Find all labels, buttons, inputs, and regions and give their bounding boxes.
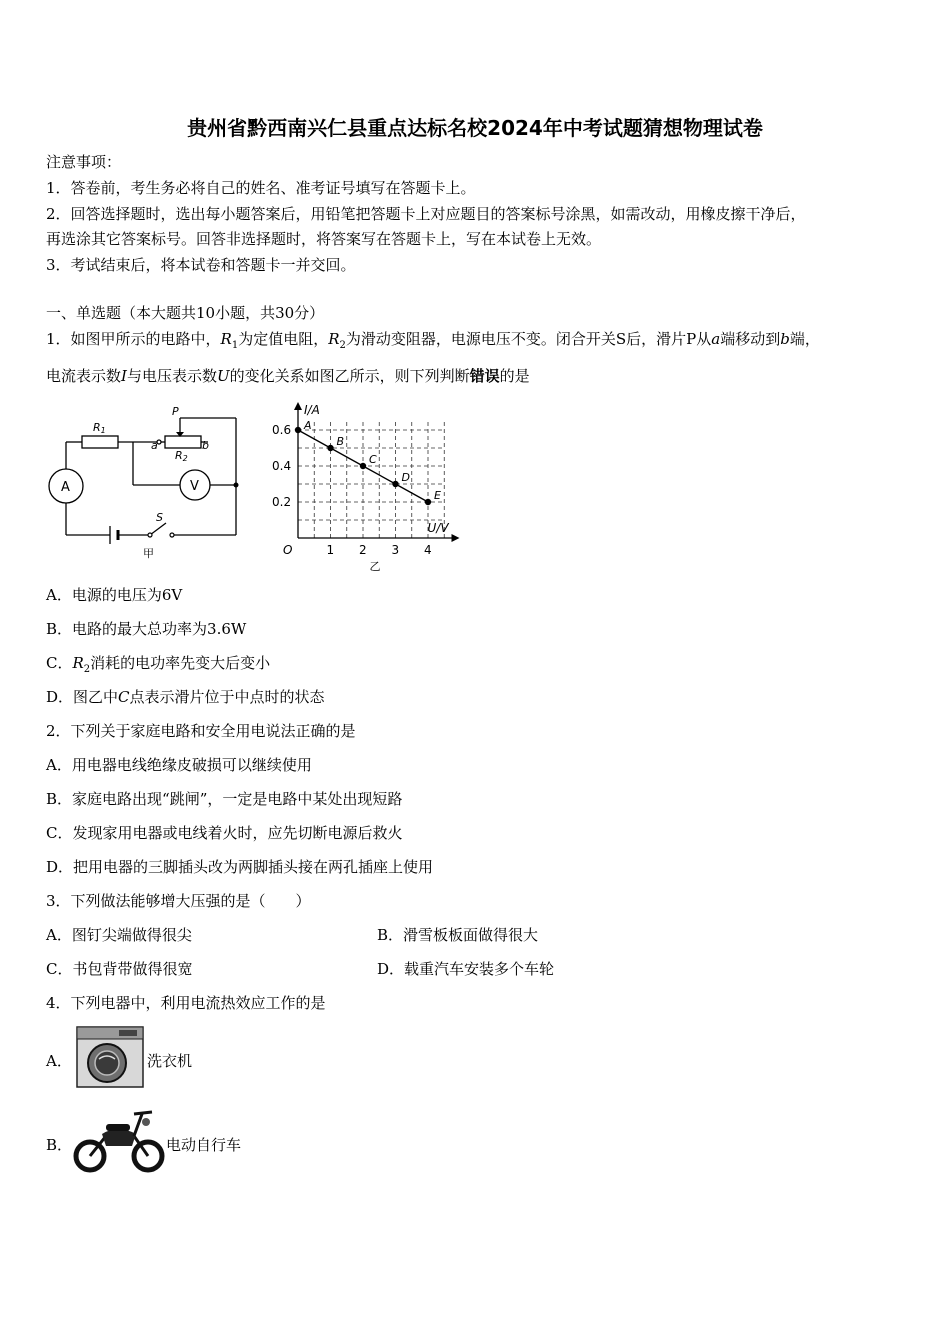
data-point-b <box>327 445 333 451</box>
q3-option-a: A．图钉尖端做得很尖 <box>46 926 192 944</box>
circuit-caption: 甲 <box>143 547 154 560</box>
q3-option-c: C．书包背带做得很宽 <box>46 960 193 978</box>
section-heading: 一、单选题（本大题共10小题，共30分） <box>46 304 325 322</box>
q2-option-d: D．把用电器的三脚插头改为两脚插头接在两孔插座上使用 <box>46 858 434 876</box>
y-tick-label: 0.4 <box>272 459 292 473</box>
notice-item: 3．考试结束后，将本试卷和答题卡一并交回。 <box>46 256 356 274</box>
ammeter-symbol: A <box>61 480 70 495</box>
point-label-d: D <box>401 471 410 484</box>
q1-option-b: B．电路的最大总功率为3.6W <box>46 620 247 638</box>
point-label-e: E <box>434 489 441 502</box>
data-point-a <box>295 427 301 433</box>
q3-option-d: D．载重汽车安装多个车轮 <box>377 960 555 978</box>
electric-bicycle-image <box>72 1106 166 1174</box>
r2-label: R2 <box>175 449 188 463</box>
x-axis-arrow <box>452 534 460 542</box>
question-2-stem: 2．下列关于家庭电路和安全用电说法正确的是 <box>46 722 356 740</box>
y-tick-label: 0.2 <box>272 495 292 509</box>
x-tick-label: 2 <box>359 543 367 557</box>
notice-item: 1．答卷前，考生务必将自己的姓名、准考证号填写在答题卡上。 <box>46 179 476 197</box>
slider-p-label: P <box>172 405 179 418</box>
q4-option-a-label: A． <box>46 1052 72 1070</box>
question-1-stem-line-1: 1．如图甲所示的电路中，$R_1$为定值电阻，$R_2$为滑动变阻器，电源电压不变。闭合开关S后，滑片P从a端移动到b端， <box>46 330 820 351</box>
x-tick-label: 3 <box>391 543 400 557</box>
end-a-label: a <box>151 439 158 452</box>
x-tick-label: 1 <box>326 543 335 557</box>
q2-option-a: A．用电器电线绝缘皮破损可以继续使用 <box>46 756 312 774</box>
data-point-d <box>392 481 398 487</box>
origin-label: O <box>283 543 293 557</box>
y-tick-label: 0.6 <box>272 423 292 437</box>
washing-machine-image <box>75 1025 147 1089</box>
data-point-e <box>425 499 431 505</box>
y-axis-label: I/A <box>304 403 320 417</box>
y-axis-arrow <box>294 402 302 410</box>
q1-option-c: C．$R_2$消耗的电功率先变大后变小 <box>46 654 271 675</box>
point-label-a: A <box>304 419 312 432</box>
question-1-stem-line-2: 电流表示数I与电压表示数U的变化关系如图乙所示，则下列判断错误的是 <box>46 367 530 385</box>
question-3-stem: 3．下列做法能够增大压强的是（ ） <box>46 892 311 910</box>
notice-item: 2．回答选择题时，选出每小题答案后，用铅笔把答题卡上对应题目的答案标号涂黑，如需改动，用橡皮擦干净后， <box>46 205 806 223</box>
q3-option-b: B．滑雪板板面做得很大 <box>377 926 539 944</box>
notice-item: 再选涂其它答案标号。回答非选择题时，将答案写在答题卡上，写在本试卷上无效。 <box>46 230 602 248</box>
end-b-label: b <box>202 439 209 452</box>
q2-option-b: B．家庭电路出现“跳闸”，一定是电路中某处出现短路 <box>46 790 403 808</box>
graph-caption: 乙 <box>369 560 381 572</box>
page-title: 贵州省黔西南兴仁县重点达标名校2024年中考试题猜想物理试卷 <box>187 116 763 140</box>
point-label-c: C <box>369 453 377 466</box>
iu-graph <box>270 392 470 572</box>
circuit-diagram <box>40 395 250 565</box>
point-label-b: B <box>336 435 345 448</box>
q1-option-a: A．电源的电压为6V <box>46 586 183 604</box>
q4-option-a-text: 洗衣机 <box>147 1052 193 1070</box>
switch-label: S <box>156 511 163 524</box>
q1-option-d: D．图乙中C点表示滑片位于中点时的状态 <box>46 688 325 706</box>
r1-label: R1 <box>93 421 106 435</box>
q4-option-b-text: 电动自行车 <box>166 1136 242 1154</box>
x-tick-label: 4 <box>424 543 432 557</box>
notice-heading: 注意事项： <box>46 153 122 171</box>
voltmeter-symbol: V <box>190 479 199 494</box>
question-4-stem: 4．下列电器中，利用电流热效应工作的是 <box>46 994 326 1012</box>
q4-option-b-label: B． <box>46 1136 73 1154</box>
data-point-c <box>360 463 366 469</box>
x-axis-label: U/V <box>427 521 449 535</box>
q2-option-c: C．发现家用电器或电线着火时，应先切断电源后救火 <box>46 824 403 842</box>
